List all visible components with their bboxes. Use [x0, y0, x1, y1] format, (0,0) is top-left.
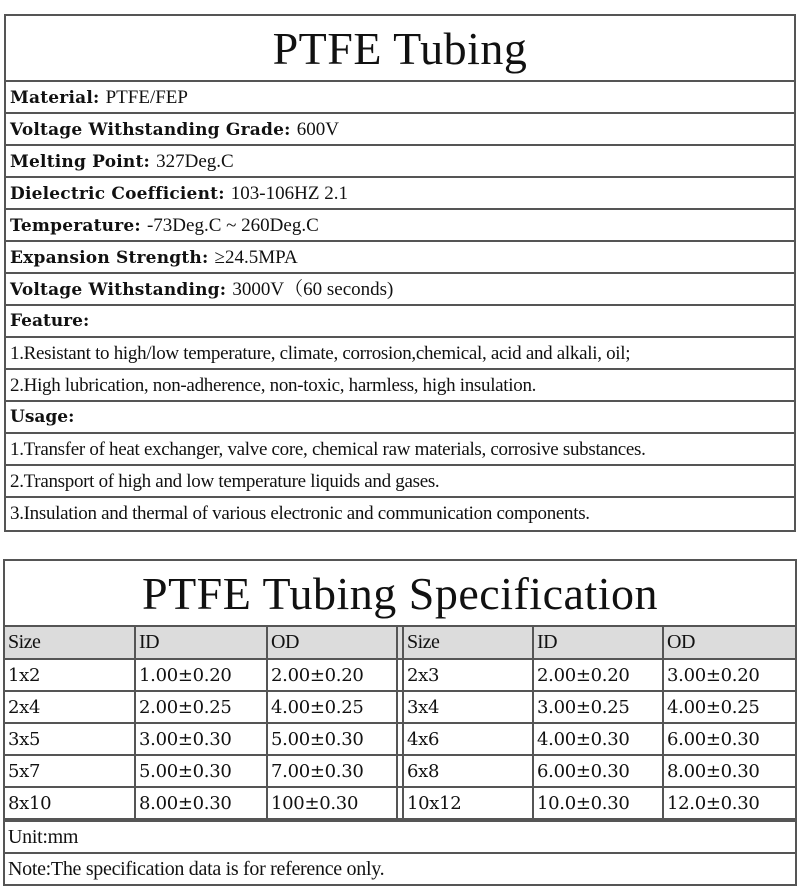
feature-heading: Feature:: [6, 306, 794, 338]
spec-row-dielectric: [6, 178, 794, 210]
spec-separator: :: [218, 184, 231, 204]
cell-size: 10x12: [403, 787, 533, 819]
cell-size: 8x10: [5, 787, 135, 819]
spec-label: Voltage Withstanding Grade: [10, 120, 285, 140]
cell-od: 8.00±0.30: [663, 755, 795, 787]
cell-id: 3.00±0.30: [135, 723, 267, 755]
cell-id: 8.00±0.30: [135, 787, 267, 819]
cell-id: 3.00±0.25: [533, 691, 663, 723]
unit-note: Unit:mm: [5, 820, 795, 852]
specification-panel: [3, 559, 797, 886]
table-row: [5, 691, 795, 723]
spec-value: 327Deg.C: [156, 151, 234, 172]
cell-id: 2.00±0.20: [533, 659, 663, 691]
cell-size: 4x6: [403, 723, 533, 755]
usage-item: 1.Transfer of heat exchanger, valve core, chemical raw materials, corrosive substances.: [6, 434, 794, 466]
cell-od: 4.00±0.25: [663, 691, 795, 723]
spec-row-material: [6, 82, 794, 114]
usage-item: 3.Insulation and thermal of various electronic and communication components.: [10, 503, 590, 524]
properties-title: PTFE Tubing: [6, 16, 794, 82]
cell-size: 3x4: [403, 691, 533, 723]
cell-id: 5.00±0.30: [135, 755, 267, 787]
spec-value: 600V: [296, 119, 339, 140]
cell-size: 2x3: [403, 659, 533, 691]
spec-separator: :: [219, 280, 233, 300]
cell-od: 6.00±0.30: [663, 723, 795, 755]
spec-separator: :: [134, 216, 147, 236]
usage-heading: Usage:: [6, 402, 794, 434]
column-header-size: Size: [5, 627, 135, 659]
spec-label: Melting Point: [10, 152, 144, 172]
column-header-od: OD: [267, 627, 397, 659]
spec-label: Dielectric Coefficient: [10, 184, 219, 204]
cell-size: 3x5: [5, 723, 135, 755]
reference-note: Note:The specification data is for reference only.: [5, 852, 795, 884]
cell-od: 2.00±0.20: [267, 659, 397, 691]
table-row: [5, 723, 795, 755]
spec-value: 3000V（60 seconds): [232, 279, 394, 300]
column-header-id: ID: [135, 627, 267, 659]
cell-od: 12.0±0.30: [663, 787, 795, 819]
spec-separator: :: [284, 120, 297, 140]
spec-value: PTFE/FEP: [105, 87, 188, 108]
cell-id: 4.00±0.30: [533, 723, 663, 755]
cell-size: 2x4: [5, 691, 135, 723]
spec-row-expansion-strength: [6, 242, 794, 274]
column-header-id: ID: [533, 627, 663, 659]
cell-size: 5x7: [5, 755, 135, 787]
cell-od: 7.00±0.30: [267, 755, 397, 787]
spec-separator: :: [143, 152, 157, 172]
spec-value: 103-106HZ 2.1: [230, 183, 348, 204]
table-row: [5, 755, 795, 787]
spec-row-melting-point: [6, 146, 794, 178]
usage-item: 2.Transport of high and low temperature liquids and gases.: [6, 466, 794, 498]
spec-row-voltage-grade: [6, 114, 794, 146]
table-header-row: [5, 627, 795, 659]
cell-id: 2.00±0.25: [135, 691, 267, 723]
column-header-od: OD: [663, 627, 795, 659]
table-row: [5, 659, 795, 691]
spec-row-temperature: [6, 210, 794, 242]
spec-label: Temperature: [10, 216, 135, 236]
spec-separator: :: [201, 248, 215, 268]
specification-title: PTFE Tubing Specification: [5, 561, 795, 627]
cell-od: 5.00±0.30: [267, 723, 397, 755]
cell-size: 1x2: [5, 659, 135, 691]
cell-id: 10.0±0.30: [533, 787, 663, 819]
column-header-size: Size: [403, 627, 533, 659]
spec-label: Expansion Strength: [10, 248, 202, 268]
feature-item: 1.Resistant to high/low temperature, climate, corrosion,chemical, acid and alkali, oil;: [6, 338, 794, 370]
cell-od: 3.00±0.20: [663, 659, 795, 691]
spec-row-voltage-withstanding: [6, 274, 794, 306]
cell-id: 1.00±0.20: [135, 659, 267, 691]
properties-panel: [4, 14, 796, 532]
table-row: [5, 787, 795, 819]
cell-od: 100±0.30: [267, 787, 397, 819]
cell-od: 4.00±0.25: [267, 691, 397, 723]
spec-value: ≥24.5MPA: [214, 247, 298, 268]
cell-id: 6.00±0.30: [533, 755, 663, 787]
cell-size: 6x8: [403, 755, 533, 787]
spec-separator: :: [93, 88, 106, 108]
specification-table: [5, 627, 795, 820]
spec-value: -73Deg.C ~ 260Deg.C: [146, 215, 319, 236]
spec-label: Material: [10, 88, 93, 108]
spec-label: Voltage Withstanding: [10, 280, 220, 300]
feature-item: 2.High lubrication, non-adherence, non-toxic, harmless, high insulation.: [6, 370, 794, 402]
